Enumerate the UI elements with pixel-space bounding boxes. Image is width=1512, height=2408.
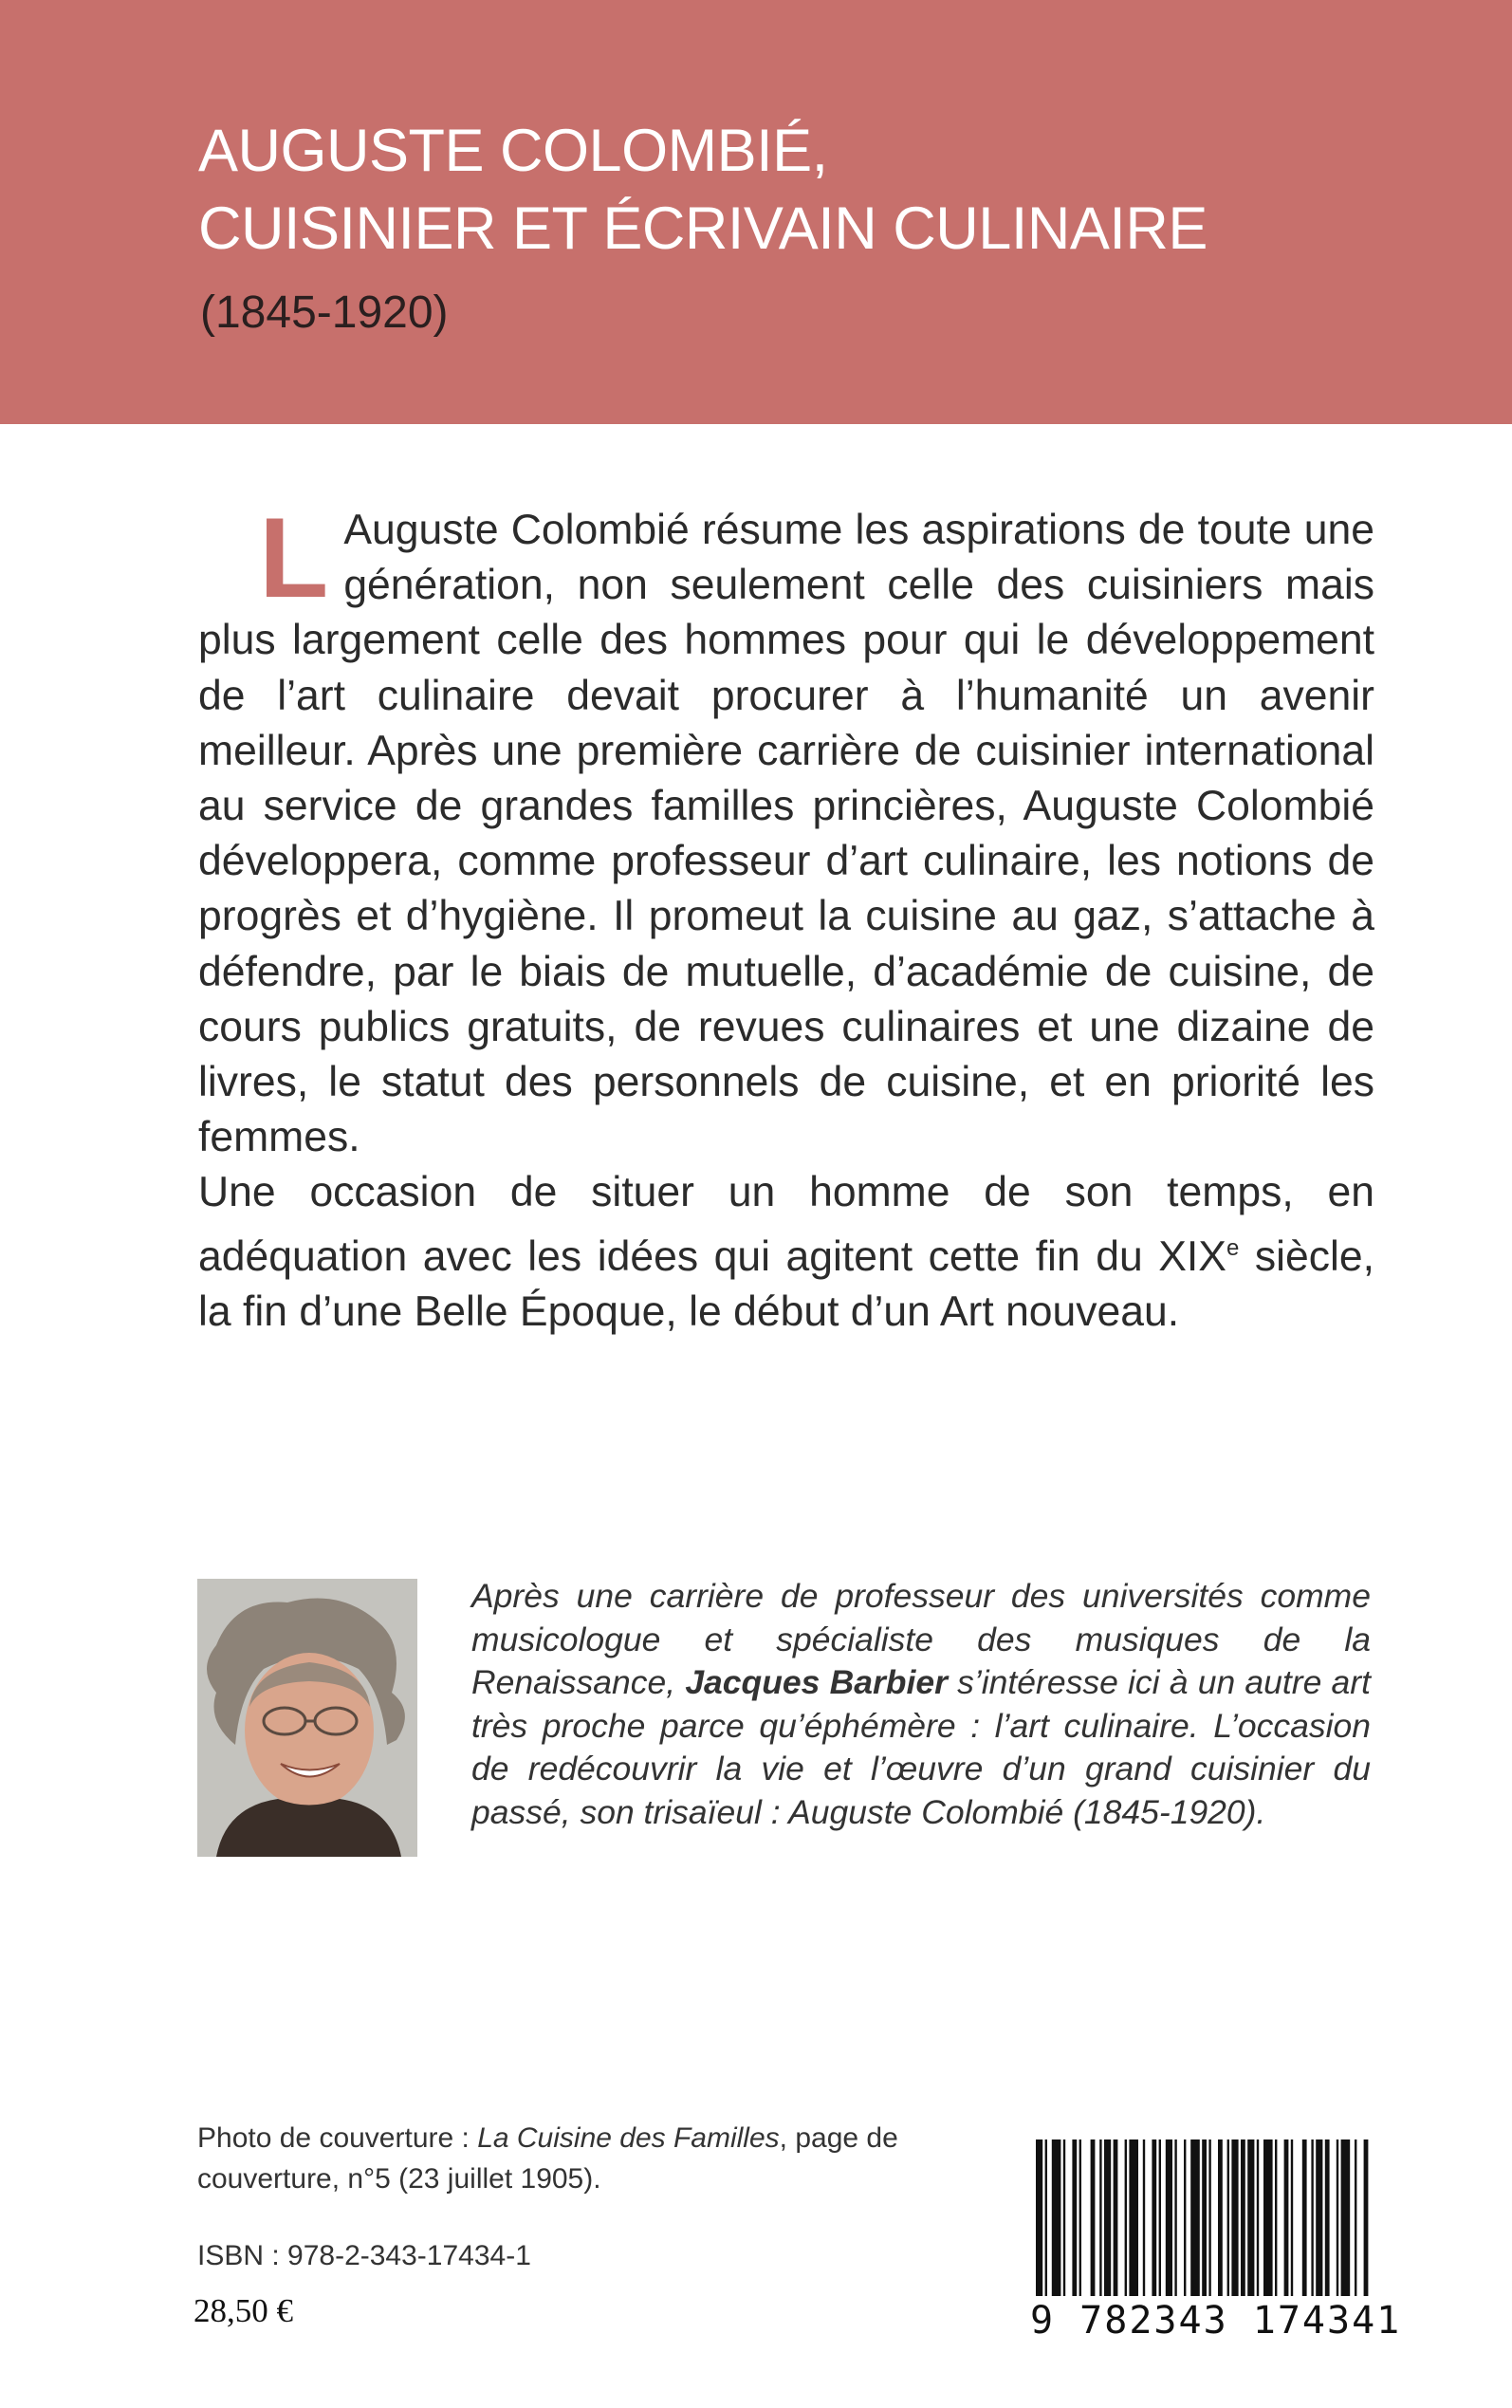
- barcode-bar: [1325, 2139, 1330, 2296]
- barcode: [1030, 2139, 1402, 2343]
- barcode-bar: [1284, 2139, 1289, 2296]
- barcode-bar: [1257, 2139, 1259, 2296]
- photo-credit-title: La Cuisine des Familles: [477, 2122, 780, 2154]
- barcode-bar: [1275, 2139, 1277, 2296]
- barcode-bar: [1190, 2139, 1200, 2296]
- barcode-bar: [1218, 2139, 1223, 2296]
- barcode-bar: [1341, 2139, 1351, 2296]
- barcode-bar: [1202, 2139, 1207, 2296]
- barcode-bar: [1036, 2139, 1042, 2296]
- barcode-bar: [1063, 2139, 1065, 2296]
- author-portrait-illustration: [197, 1579, 417, 1857]
- barcode-bar: [1241, 2139, 1245, 2296]
- photo-credit-suffix: , page de couverture, n°5 (23 juillet 1905).: [197, 2122, 898, 2195]
- barcode-bar: [1337, 2139, 1338, 2296]
- barcode-bar: [1174, 2139, 1176, 2296]
- author-bio: [471, 1575, 1371, 1835]
- barcode-bar: [1052, 2139, 1061, 2296]
- barcode-bar: [1364, 2139, 1369, 2296]
- barcode-bars: [1030, 2139, 1374, 2296]
- barcode-bar: [1072, 2139, 1077, 2296]
- summary-paragraph-2: [198, 1165, 1374, 1339]
- barcode-bar: [1302, 2139, 1307, 2296]
- barcode-bar: [1166, 2139, 1172, 2296]
- barcode-bar: [1114, 2139, 1118, 2296]
- isbn: ISBN : 978-2-343-17434-1: [197, 2240, 531, 2271]
- barcode-digits: 9 782343 174341: [1030, 2299, 1402, 2343]
- barcode-bar: [1311, 2139, 1313, 2296]
- barcode-bar: [1355, 2139, 1356, 2296]
- summary-text: [198, 494, 1375, 1340]
- cover-header: [0, 0, 1512, 424]
- barcode-bar: [1079, 2139, 1081, 2296]
- author-name: Jacques Barbier: [685, 1663, 948, 1702]
- superscript-e: e: [1226, 1234, 1240, 1261]
- barcode-bar: [1291, 2139, 1293, 2296]
- barcode-bar: [1231, 2139, 1238, 2296]
- barcode-bar: [1143, 2139, 1145, 2296]
- photo-credit: [197, 2118, 975, 2199]
- barcode-bar: [1091, 2139, 1096, 2296]
- book-title-line-1: AUGUSTE COLOMBIÉ,: [198, 118, 828, 184]
- book-dates: (1845-1920): [200, 287, 449, 338]
- barcode-bar: [1152, 2139, 1156, 2296]
- barcode-bar: [1045, 2139, 1047, 2296]
- barcode-bar: [1125, 2139, 1127, 2296]
- barcode-bar: [1099, 2139, 1101, 2296]
- price: 28,50 €: [194, 2292, 293, 2329]
- barcode-bar: [1104, 2139, 1111, 2296]
- barcode-bar: [1184, 2139, 1186, 2296]
- barcode-bar: [1208, 2139, 1210, 2296]
- barcode-bar: [1159, 2139, 1161, 2296]
- book-title: [198, 112, 1384, 268]
- book-title-line-2: CUISINIER ET ÉCRIVAIN CULINAIRE: [198, 195, 1208, 262]
- author-bio-before: Après une carrière de professeur des universités comme musicologue et spécialiste des musiques de la Renaissance,: [471, 1577, 1371, 1702]
- summary-paragraph-1-text: Auguste Colombié résume les aspirations de toute une génération, non seulement celle des cuisiniers mais plus largement celle des hommes pour qui le développement de l’art culinaire devait procurer à l’humanité un avenir meilleur. Après une première carrière de cuisinier international au service de grandes familles princières, Auguste Colombié développera, comme professeur d’art culinaire, les notions de progrès et d’hygiène. Il promeut la cuisine au gaz, s’attache à défendre, par le biais de mutuelle, d’académie de cuisine, de cours publics gratuits, de revues culinaires et une dizaine de livres, le statut des personnels de cuisine, et en priorité les femmes.: [198, 507, 1374, 1161]
- barcode-bar: [1316, 2139, 1322, 2296]
- barcode-bar: [1129, 2139, 1138, 2296]
- author-bio-after: s’intéresse ici à un autre art très proche parce qu’éphémère : l’art culinaire. L’occasion de redécouvrir la vie et l’œuvre d’un grand cuisinier du passé, son trisaïeul : Auguste Colombié (1845-1920).: [471, 1663, 1371, 1831]
- summary-paragraph-1: [198, 494, 1374, 1165]
- barcode-bar: [1247, 2139, 1254, 2296]
- photo-credit-prefix: Photo de couverture :: [197, 2122, 478, 2154]
- barcode-bar: [1263, 2139, 1273, 2296]
- author-photo: [197, 1579, 417, 1857]
- barcode-bar: [1227, 2139, 1229, 2296]
- summary-paragraph-2-end: siècle, la fin d’une Belle Époque, le début d’un Art nouveau.: [198, 1232, 1375, 1335]
- drop-cap: L: [259, 494, 329, 621]
- summary-paragraph-2-start: Une occasion de situer un homme de son temps, en adéquation avec les idées qui agitent cette fin du XIX: [198, 1169, 1374, 1280]
